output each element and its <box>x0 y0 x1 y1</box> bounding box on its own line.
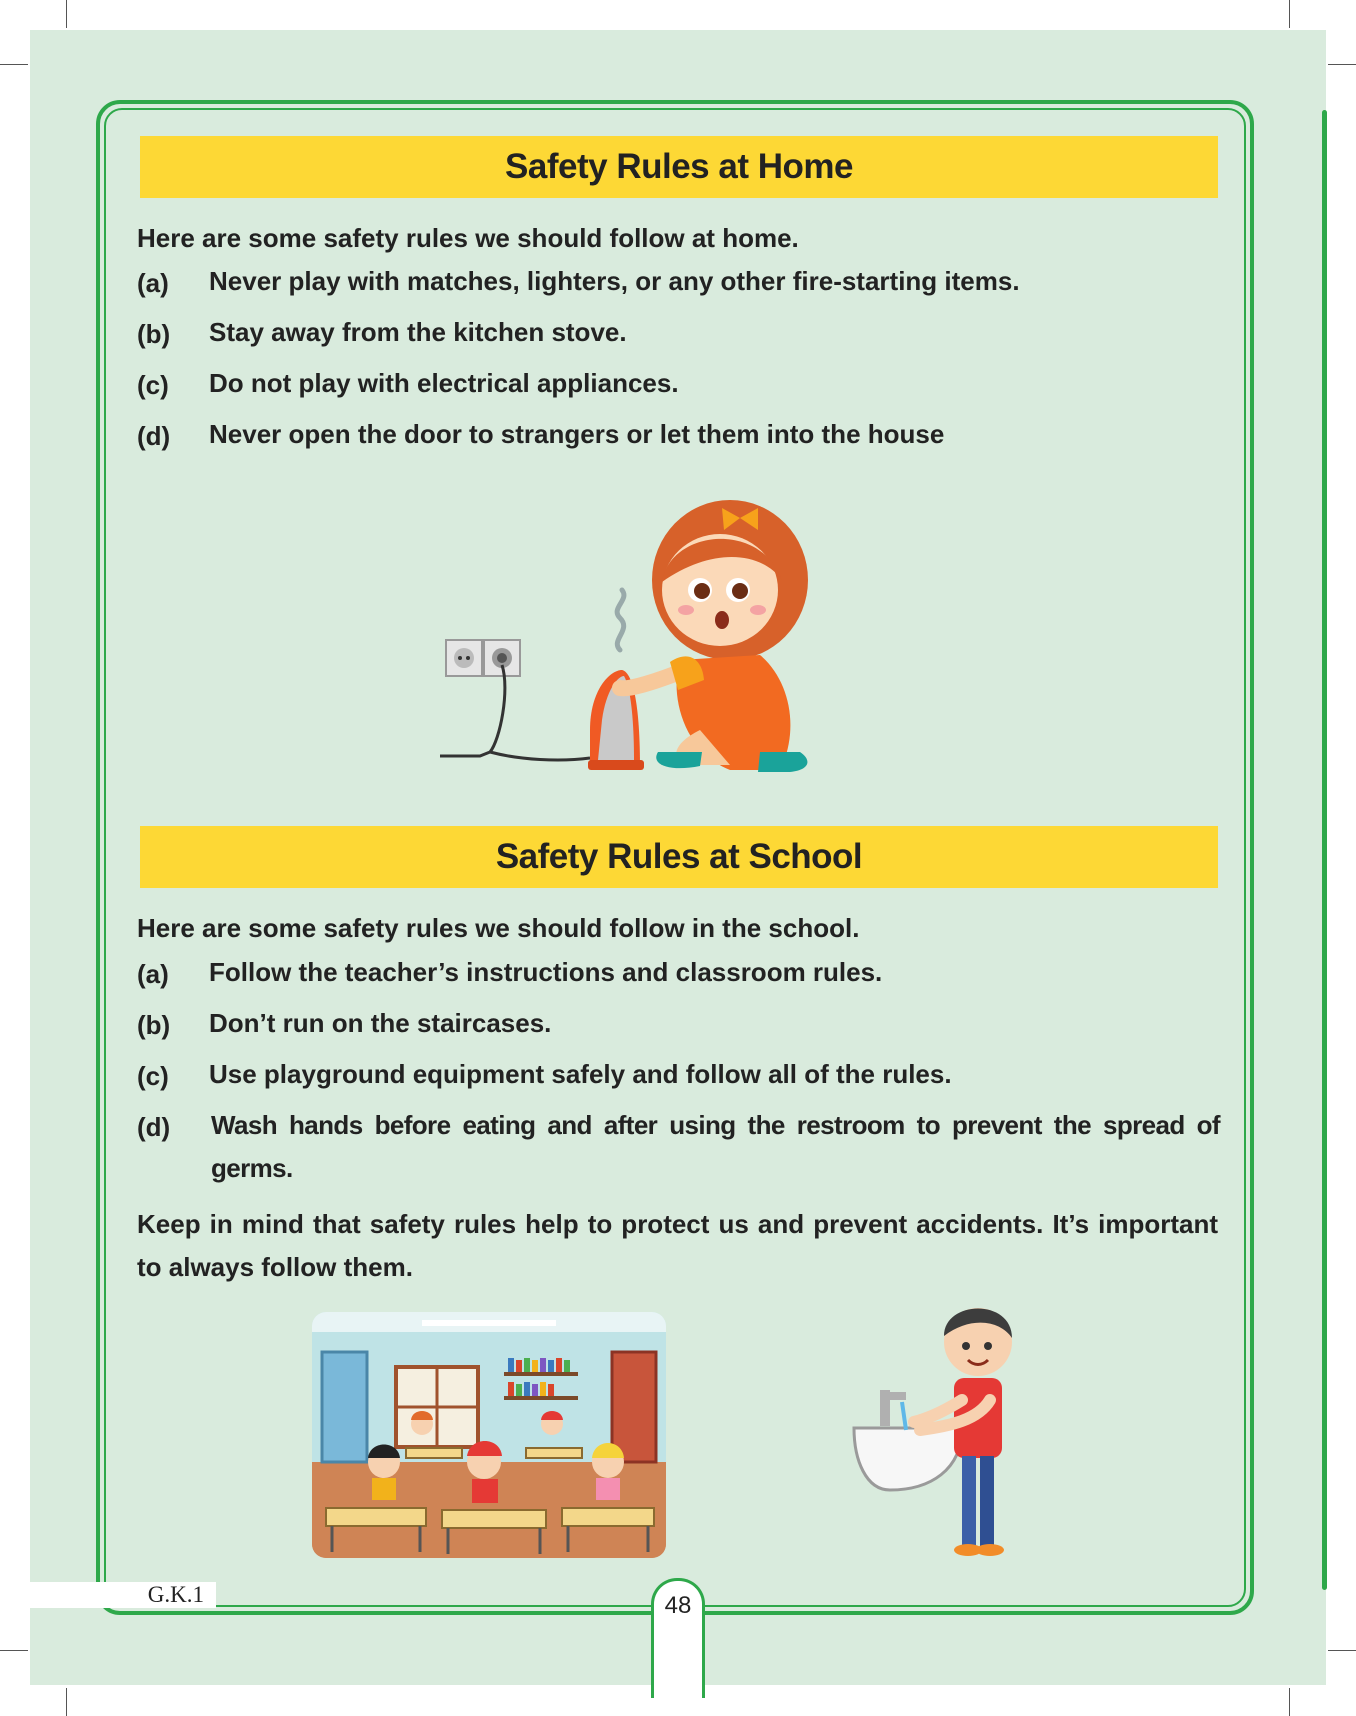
home-rule-item <box>137 421 1220 465</box>
rule-text: Don’t run on the staircases. <box>209 1008 552 1038</box>
boy-washing-hands-illustration <box>850 1290 1030 1562</box>
rule-label: (a) <box>137 268 169 298</box>
rule-text: Never open the door to strangers or let them into the house <box>209 419 945 449</box>
school-section-intro: Here are some safety rules we should follow in the school. <box>137 913 860 943</box>
crop-mark <box>1328 1650 1356 1651</box>
closing-paragraph: Keep in mind that safety rules help to protect us and prevent accidents. It’s important to always follow them. <box>137 1209 1218 1282</box>
school-rule-item <box>137 1061 1220 1105</box>
page-number: 48 <box>664 1592 692 1619</box>
rule-label: (b) <box>137 319 171 349</box>
crop-mark <box>1289 0 1290 28</box>
crop-mark <box>1289 1688 1290 1716</box>
rule-label: (c) <box>137 1061 169 1091</box>
crop-mark <box>1328 64 1356 65</box>
page-edge-strip <box>1322 110 1327 1590</box>
rule-text: Do not play with electrical appliances. <box>209 368 679 398</box>
home-rule-item <box>137 319 1220 363</box>
rule-text: Stay away from the kitchen stove. <box>209 317 627 347</box>
crop-mark <box>66 1688 67 1716</box>
rule-text: Wash hands before eating and after using the restroom to prevent the spread of germs. <box>211 1110 1220 1183</box>
classroom-illustration <box>312 1312 666 1558</box>
rule-text: Never play with matches, lighters, or any other fire-starting items. <box>209 266 1020 296</box>
rule-text: Follow the teacher’s instructions and classroom rules. <box>209 957 883 987</box>
book-code-label: G.K.1 <box>30 1582 216 1608</box>
rule-text: Use playground equipment safely and follow all of the rules. <box>209 1059 952 1089</box>
home-section-title: Safety Rules at Home <box>140 136 1218 198</box>
school-rule-item <box>137 1112 1220 1202</box>
rule-label: (c) <box>137 370 169 400</box>
home-rule-item <box>137 268 1220 312</box>
rule-label: (b) <box>137 1010 171 1040</box>
rule-label: (a) <box>137 959 169 989</box>
school-section-title: Safety Rules at School <box>140 826 1218 888</box>
home-rule-item <box>137 370 1220 414</box>
crop-mark <box>66 0 67 28</box>
rule-label: (d) <box>137 421 171 451</box>
rule-label: (d) <box>137 1112 171 1142</box>
school-rule-item <box>137 959 1220 1003</box>
girl-iron-illustration <box>440 490 850 780</box>
school-rule-item <box>137 1010 1220 1054</box>
crop-mark <box>0 64 28 65</box>
home-section-intro: Here are some safety rules we should follow at home. <box>137 223 799 253</box>
crop-mark <box>0 1650 28 1651</box>
